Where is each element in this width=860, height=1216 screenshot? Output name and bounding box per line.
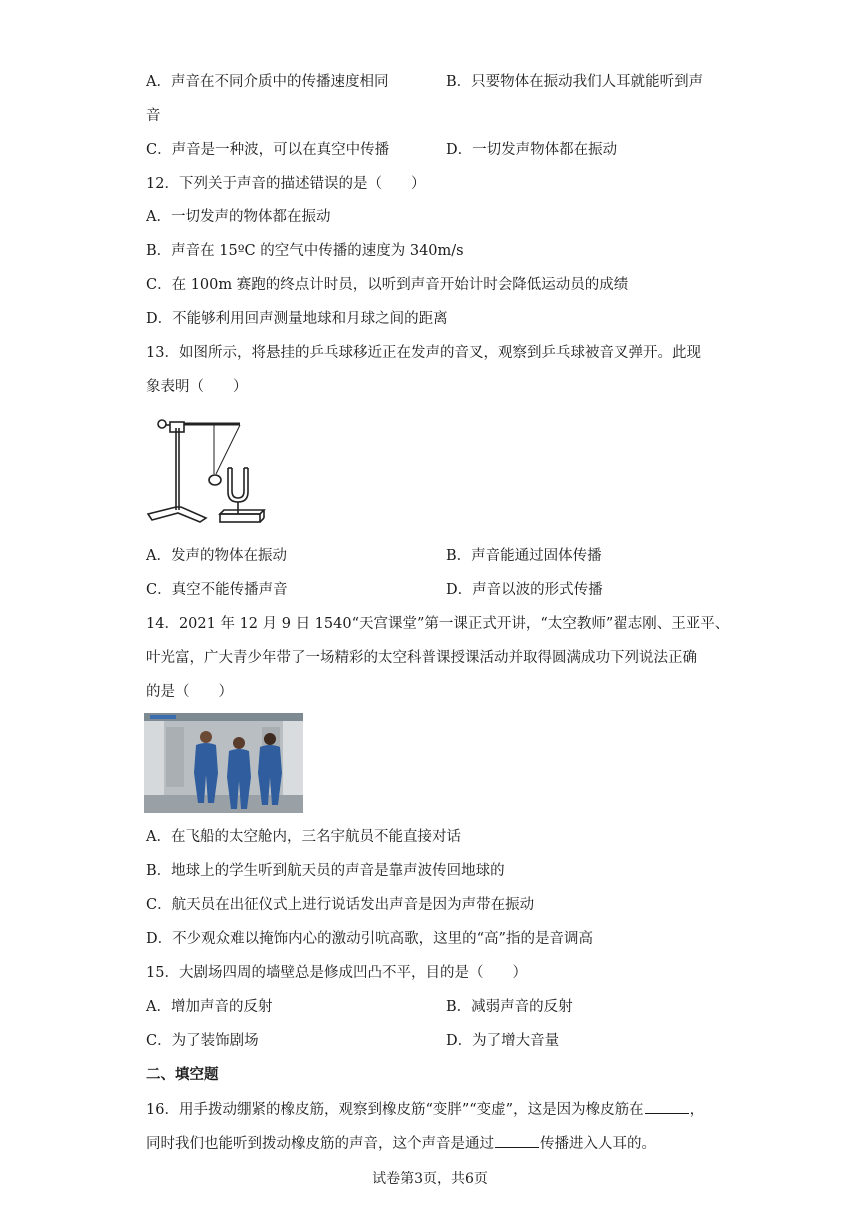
q16-line1-end: ， — [689, 1102, 705, 1118]
q11-option-c: C．声音是一种波，可以在真空中传播 — [146, 142, 390, 158]
q14-stem-line3: 的是（ ） — [146, 684, 233, 700]
q12-option-a: A．一切发声的物体都在振动 — [146, 209, 331, 225]
q14-option-d: D．不少观众难以掩饰内心的激动引吭高歌，这里的“高”指的是音调高 — [146, 931, 593, 947]
q15-stem: 15．大剧场四周的墙壁总是修成凹凸不平，目的是（ ） — [146, 965, 527, 981]
q13-option-b: B．声音能通过固体传播 — [446, 548, 602, 564]
q13-option-c: C．真空不能传播声音 — [146, 582, 288, 598]
q12-option-b: B．声音在 15ºC 的空气中传播的速度为 340m/s — [146, 243, 464, 259]
q13-option-a: A．发声的物体在振动 — [146, 548, 287, 564]
q14-option-c: C．航天员在出征仪式上进行说话发出声音是因为声带在振动 — [146, 897, 535, 913]
q14-option-b: B．地球上的学生听到航天员的声音是靠声波传回地球的 — [146, 863, 505, 879]
answer-blank-2[interactable] — [495, 1133, 539, 1148]
page-footer: 试卷第3页，共6页 — [372, 1171, 488, 1187]
q15-option-b: B．减弱声音的反射 — [446, 999, 573, 1015]
q13-stem-line1: 13．如图所示，将悬挂的乒乓球移近正在发声的音叉，观察到乒乓球被音叉弹开。此现 — [146, 345, 701, 361]
q12-stem: 12．下列关于声音的描述错误的是（ ） — [146, 176, 426, 192]
q14-stem-line2: 叶光富，广大青少年带了一场精彩的太空科普课授课活动并取得圆满成功下列说法正确 — [146, 650, 697, 666]
q15-option-a: A．增加声音的反射 — [146, 999, 273, 1015]
q14-stem-line1: 14．2021 年 12 月 9 日 1540“天宫课堂”第一课正式开讲，“太空教师”翟志刚、王亚平、 — [146, 616, 730, 632]
q16-line2 — [146, 1133, 656, 1154]
q12-option-c: C．在 100m 赛跑的终点计时员，以听到声音开始计时会降低运动员的成绩 — [146, 277, 629, 293]
q15-option-d: D．为了增大音量 — [446, 1033, 560, 1049]
q16-line2-end: 传播进入人耳的。 — [540, 1136, 656, 1152]
q11-option-a: A．声音在不同介质中的传播速度相同 — [146, 74, 389, 90]
q15-option-c: C．为了装饰剧场 — [146, 1033, 259, 1049]
q12-option-d: D．不能够利用回声测量地球和月球之间的距离 — [146, 311, 448, 327]
tuning-fork-pingpong-figure — [144, 410, 270, 534]
astronauts-photo — [144, 713, 303, 813]
section-title: 二、填空题 — [146, 1066, 219, 1083]
q13-stem-line2: 象表明（ ） — [146, 379, 248, 395]
q16-line1 — [146, 1099, 704, 1120]
answer-blank-1[interactable] — [645, 1099, 689, 1114]
q16-line1-text: 16．用手拨动绷紧的橡皮筋，观察到橡皮筋“变胖”“变虚”，这是因为橡皮筋在 — [146, 1102, 644, 1118]
q16-line2-text: 同时我们也能听到拨动橡皮筋的声音，这个声音是通过 — [146, 1136, 494, 1152]
q11-option-d: D．一切发声物体都在振动 — [446, 142, 618, 158]
q11-option-a-continued: 音 — [146, 108, 161, 124]
q13-option-d: D．声音以波的形式传播 — [446, 582, 603, 598]
q14-option-a: A．在飞船的太空舱内，三名宇航员不能直接对话 — [146, 829, 461, 845]
q11-option-b: B．只要物体在振动我们人耳就能听到声 — [446, 74, 704, 90]
